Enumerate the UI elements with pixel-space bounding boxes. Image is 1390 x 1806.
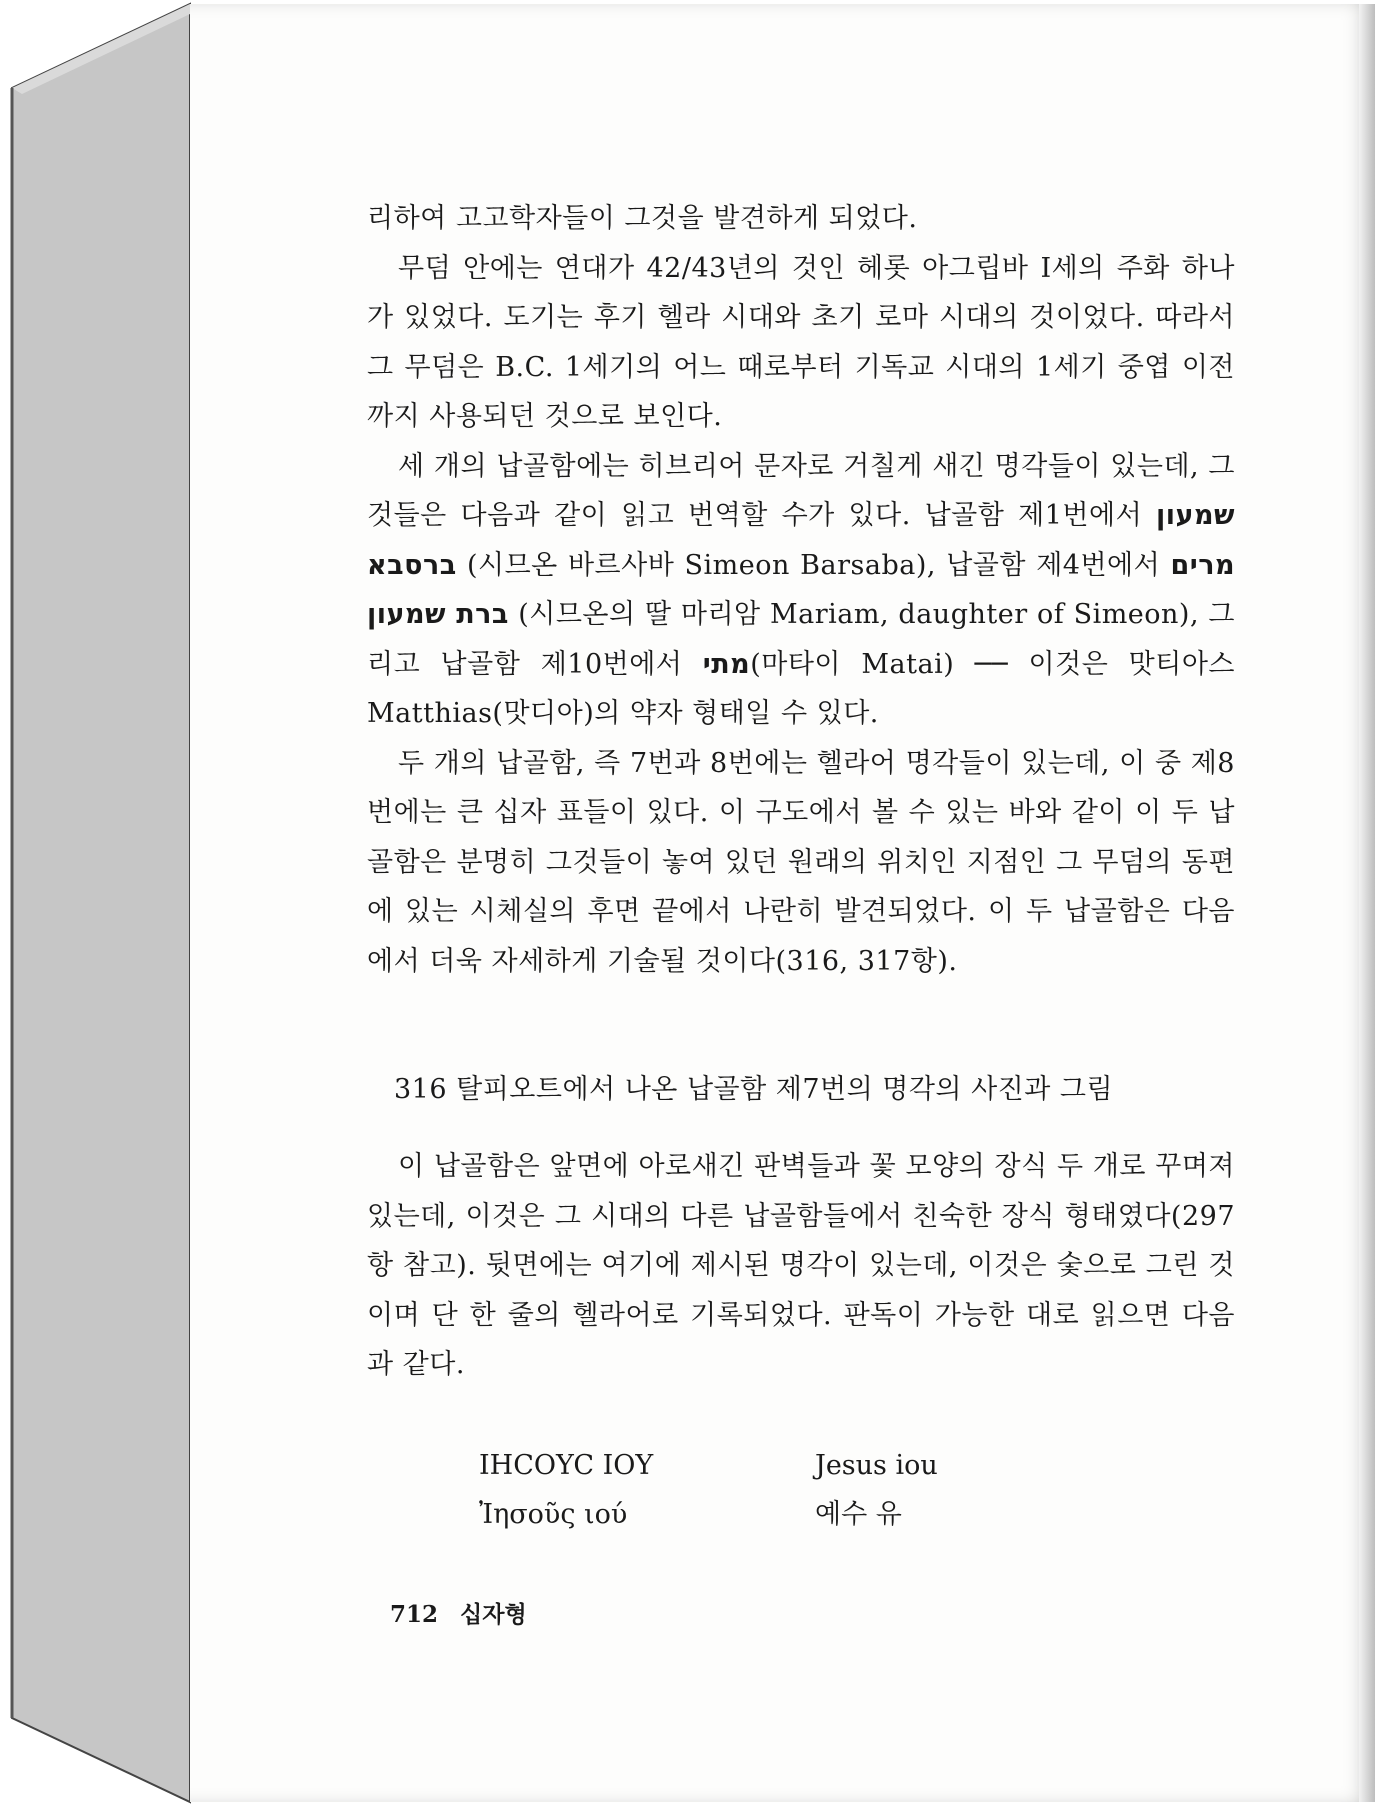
inscription-row-1 xyxy=(479,1441,1039,1490)
page-footer xyxy=(390,1596,527,1629)
text-run: 리하여 고고학자들이 그것을 발견하게 되었다. xyxy=(367,203,918,234)
text-run: (시므온 바르사바 Simeon Barsaba), 납골함 제4번에서 xyxy=(456,549,1171,581)
text-run: (마타이 Matai) ── 이것은 맛티아스 Matthias(맛디아)의 약자 형태일 수 있다. xyxy=(367,648,1236,729)
inscription-greek: Ἰησοῦς ιού xyxy=(479,1499,628,1530)
running-title: 십자형 xyxy=(460,1601,527,1628)
book-page xyxy=(190,4,1375,1802)
inscription-uncial: IHCOYC IOY xyxy=(479,1450,654,1481)
text-run: 두 개의 납골함, 즉 7번과 8번에는 헬라어 명각들이 있는데, 이 중 제8번에는 큰 십자 표들이 있다. 이 구도에서 볼 수 있는 바와 같이 이 두 납골함은 분명히 그것들이 놓여 있던 원래의 위치인 지점인 그 무덤의 동편에 있는 시체실의 후면 끝에서 나란히 발견되었다. 이 두 납골함은 다음에서 더욱 자세하게 기술될 것이다(316, 317항). xyxy=(367,747,1235,977)
text-run: (시므온의 딸 마리암 Mariam, daughter of Simeon), 그리고 납골함 제10번에서 xyxy=(367,599,1235,680)
paragraph xyxy=(367,244,1235,442)
hebrew-inscription: מתי xyxy=(702,648,751,680)
inscription-table xyxy=(479,1441,1039,1539)
section-title: 316 탈피오트에서 나온 납골함 제7번의 명각의 사진과 그림 xyxy=(394,1074,1114,1105)
body-text-bottom xyxy=(367,1142,1235,1390)
text-run: 무덤 안에는 연대가 42/43년의 것인 헤롯 아그립바 I세의 주화 하나가 있었다. 도기는 후기 헬라 시대와 초기 로마 시대의 것이었다. 따라서 그 무덤은 B.C. 1세기의 어느 때로부터 기독교 시대의 1세기 중엽 이전까지 사용되던 것으로 보인다. xyxy=(367,252,1235,432)
inscription-transliteration: Jesus iou xyxy=(815,1450,938,1481)
paragraph: 이 납골함은 앞면에 아로새긴 판벽들과 꽃 모양의 장식 두 개로 꾸며져 있는데, 이것은 그 시대의 다른 납골함들에서 친숙한 장식 형태였다(297항 참고). 뒷면에는 여기에 제시된 명각이 있는데, 이것은 숯으로 그린 것이며 단 한 줄의 헬라어로 기록되었다. 판독이 가능한 대로 읽으면 다음과 같다. xyxy=(367,1151,1235,1380)
inscription-row-2 xyxy=(479,1490,1039,1539)
paragraph xyxy=(367,442,1235,739)
page-number: 712 xyxy=(390,1601,439,1628)
hebrew-inscription: מרים ברת שמעון xyxy=(367,549,1235,630)
paragraph xyxy=(367,194,1235,244)
hebrew-inscription: שמעון ברסבא xyxy=(367,500,1235,581)
body-text-top xyxy=(367,194,1235,986)
page-edge-shadow xyxy=(1359,4,1375,1802)
inscription-korean: 예수 유 xyxy=(815,1499,902,1530)
paragraph xyxy=(367,739,1235,987)
text-run: 세 개의 납골함에는 히브리어 문자로 거칠게 새긴 명각들이 있는데, 그것들은 다음과 같이 읽고 번역할 수가 있다. 납골함 제1번에서 xyxy=(367,450,1235,531)
